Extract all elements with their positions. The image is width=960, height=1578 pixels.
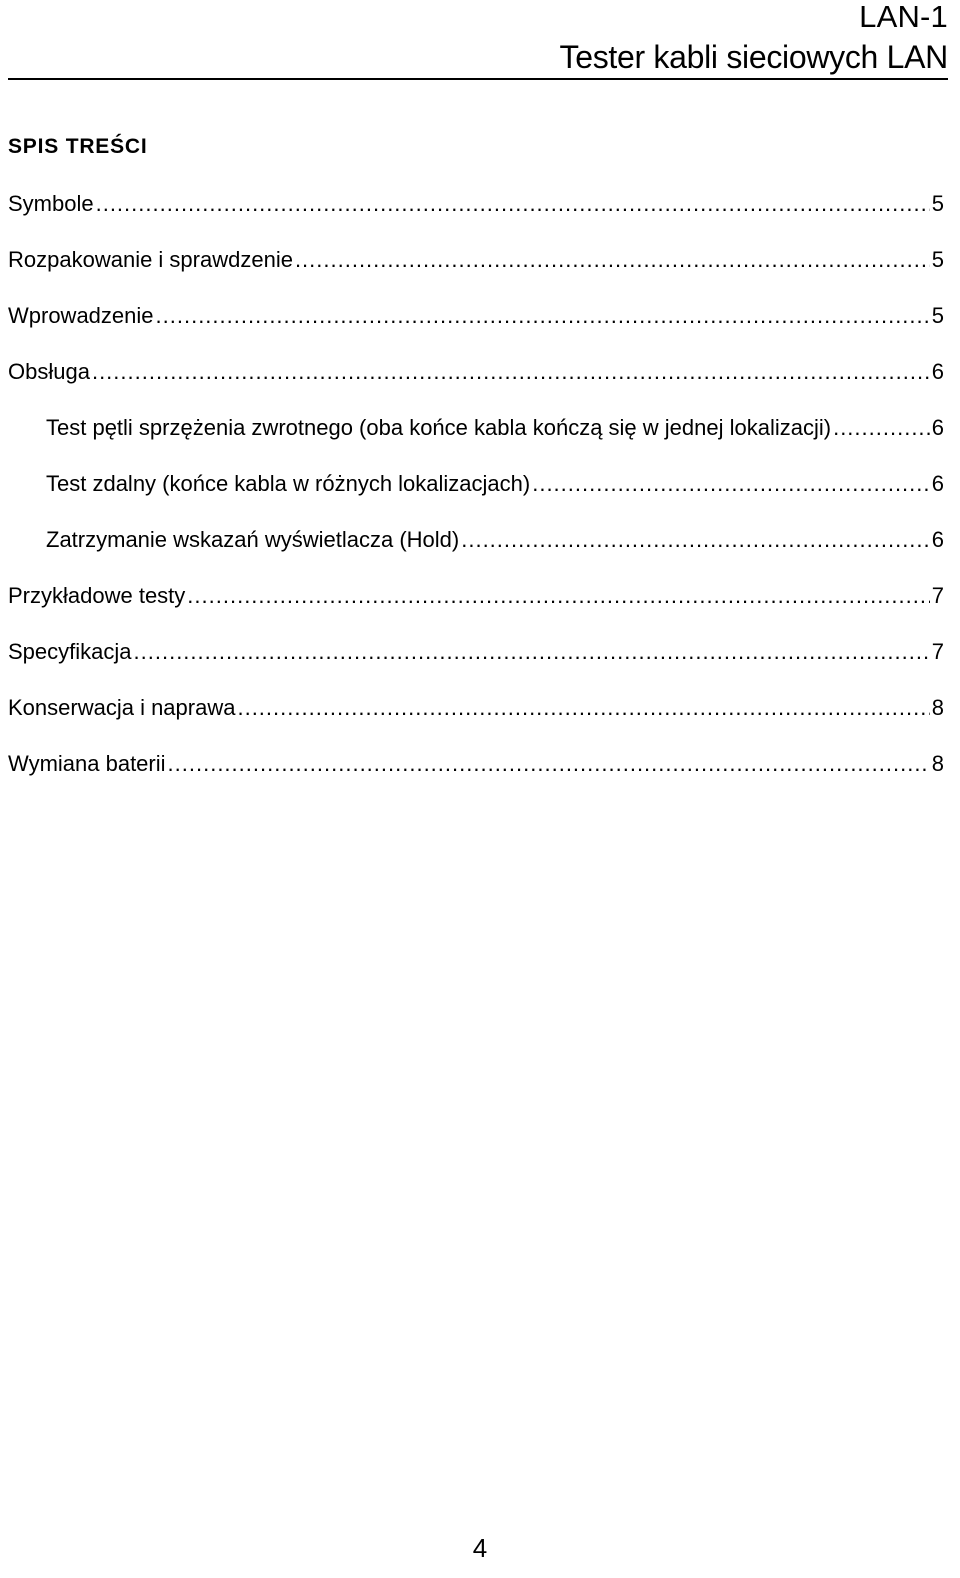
model-name: LAN-1	[859, 0, 948, 34]
dot-leader	[187, 580, 929, 612]
toc-subentry[interactable]	[8, 412, 944, 468]
toc-entry-page: 6	[931, 359, 944, 384]
toc-entry-label: Specyfikacja	[8, 639, 132, 664]
toc-entry-page: 5	[931, 247, 944, 272]
page-number: 4	[472, 1533, 488, 1563]
toc-entry-page: 5	[931, 303, 944, 328]
toc-entry-page: 7	[931, 639, 944, 664]
dot-leader	[92, 356, 930, 388]
toc-entry-page: 8	[931, 751, 944, 776]
toc-subentry[interactable]	[8, 524, 944, 580]
toc-entry-page: 5	[931, 191, 944, 216]
toc-entry-page: 7	[931, 583, 944, 608]
toc-entry-label: Test zdalny (końce kabla w różnych lokalizacjach)	[46, 471, 531, 496]
dot-leader	[295, 244, 930, 276]
toc-entry-page: 8	[931, 695, 944, 720]
toc-entry[interactable]	[8, 636, 944, 692]
dot-leader	[168, 748, 930, 780]
toc-entry[interactable]	[8, 692, 944, 748]
dot-leader	[532, 468, 930, 500]
toc-entry[interactable]	[8, 748, 944, 804]
toc-entry[interactable]	[8, 356, 944, 412]
toc-entry-page: 6	[931, 527, 944, 552]
toc-entry-label: Wprowadzenie	[8, 303, 154, 328]
toc-entry[interactable]	[8, 188, 944, 244]
toc-entry-label: Wymiana baterii	[8, 751, 166, 776]
toc-entry[interactable]	[8, 244, 944, 300]
table-of-contents	[8, 188, 944, 804]
document-header	[8, 0, 948, 80]
toc-entry-label: Obsługa	[8, 359, 90, 384]
toc-entry-label: Rozpakowanie i sprawdzenie	[8, 247, 293, 272]
toc-subentry[interactable]	[8, 468, 944, 524]
dot-leader	[134, 636, 930, 668]
toc-entry-label: Zatrzymanie wskazań wyświetlacza (Hold)	[46, 527, 460, 552]
toc-entry-page: 6	[931, 471, 944, 496]
toc-entry-label: Przykładowe testy	[8, 583, 186, 608]
toc-entry-label: Test pętli sprzężenia zwrotnego (oba końce kabla kończą się w jednej lokalizacji)	[46, 415, 832, 440]
toc-entry-label: Symbole	[8, 191, 94, 216]
toc-heading: SPIS TREŚCI	[8, 135, 148, 158]
toc-entry-page: 6	[931, 415, 944, 440]
document-title: Tester kabli sieciowych LAN	[559, 39, 948, 75]
dot-leader	[96, 188, 930, 220]
dot-leader	[833, 412, 930, 444]
toc-entry-label: Konserwacja i naprawa	[8, 695, 236, 720]
dot-leader	[156, 300, 930, 332]
toc-entry[interactable]	[8, 300, 944, 356]
toc-entry[interactable]	[8, 580, 944, 636]
dot-leader	[237, 692, 929, 724]
dot-leader	[461, 524, 930, 556]
